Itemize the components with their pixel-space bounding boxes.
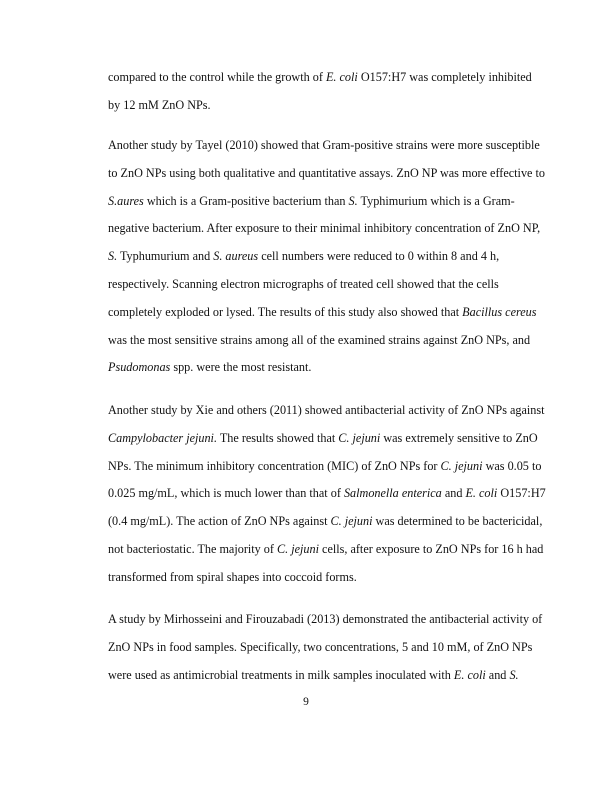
text-span: was determined to be bactericidal, [372,514,543,529]
italic-text: E. coli [453,667,486,682]
text-line [108,458,541,474]
text-span: (0.4 mg/mL). The action of ZnO NPs against [108,514,331,529]
text-span: Another study by Tayel (2010) showed that Gram-positive strains were more susceptible [108,138,540,152]
italic-text: S. [509,667,519,682]
text-span: was extremely sensitive to ZnO [380,430,538,445]
italic-text: S. aureus [213,249,259,264]
italic-text: Campylobacter jejuni. [108,430,217,445]
text-span: by 12 mM ZnO NPs. [108,97,211,112]
italic-text: E. coli [465,486,498,501]
italic-text: C. jejuni [338,430,381,445]
text-span: were used as antimicrobial treatments in milk samples inoculated with [108,667,454,682]
text-span: not bacteriostatic. The majority of [108,542,277,556]
text-line [108,69,532,85]
text-span: transformed from spiral shapes into coccoid forms. [108,569,357,584]
text-span: negative bacterium. After exposure to their minimal inhibitory concentration of ZnO NP, [108,221,541,236]
text-span: cells, after exposure to ZnO NPs for 16 h had [318,542,544,556]
text-line [108,485,546,501]
text-line [108,402,545,418]
italic-text: Salmonella enterica [343,486,442,501]
text-line [108,541,543,557]
text-span: compared to the control while the growth of [108,70,326,84]
text-line [108,569,357,585]
text-span: was 0.05 to [482,458,542,473]
text-span: ZnO NPs in food samples. Specifically, two concentrations, 5 and 10 mM, of ZnO NPs [108,639,533,654]
text-line [108,220,540,236]
text-span: and [441,486,466,501]
text-line [108,611,542,627]
text-span: A study by Mirhosseini and Firouzabadi (2013) demonstrated the antibacterial activity of [108,612,543,626]
text-line [108,430,538,446]
text-span: cell numbers were reduced to 0 within 8 and 4 h, [258,249,500,264]
text-line [108,304,537,320]
text-line [108,193,515,209]
text-line [108,137,540,153]
text-line [108,639,532,655]
italic-text: C. jejuni [330,514,373,529]
italic-text: E. coli [325,70,358,84]
text-span: to ZnO NPs using both qualitative and quantitative assays. ZnO NP was more effective to [108,165,545,180]
text-line [108,667,519,683]
italic-text: Psudomonas [108,360,171,375]
text-line [108,165,545,181]
text-line [108,332,530,348]
italic-text: C. jejuni [440,458,483,473]
text-span: respectively. Scanning electron micrographs of treated cell showed that the cells [108,277,499,291]
text-span: and [485,667,510,682]
text-line [108,276,499,292]
text-line [108,513,542,529]
text-span: which is a Gram-positive bacterium than [143,193,349,208]
text-span: Another study by Xie and others (2011) showed antibacterial activity of ZnO NPs against [108,403,545,417]
text-span: 0.025 mg/mL, which is much lower than that of [108,486,344,501]
italic-text: S. [108,249,118,264]
italic-text: C. jejuni [277,542,319,556]
text-span: Typhimurium which is a Gram- [357,193,515,208]
text-line [108,359,311,375]
text-span: spp. were the most resistant. [170,360,312,375]
italic-text: Bacillus cereus [462,304,537,319]
text-span: completely exploded or lysed. The results of this study also showed that [108,304,463,319]
italic-text: S.aures [108,193,144,208]
text-span: The results showed that [217,430,339,445]
text-line [108,97,211,113]
text-span: was the most sensitive strains among all of the examined strains against ZnO NPs, and [108,332,531,347]
text-span: O157:H7 [497,486,546,501]
italic-text: S. [348,193,358,208]
text-line [108,248,499,264]
page-number: 9 [303,696,309,708]
text-span: Typhumurium and [117,249,214,264]
text-span: O157:H7 was completely inhibited [357,70,532,84]
text-span: NPs. The minimum inhibitory concentration (MIC) of ZnO NPs for [108,458,441,473]
